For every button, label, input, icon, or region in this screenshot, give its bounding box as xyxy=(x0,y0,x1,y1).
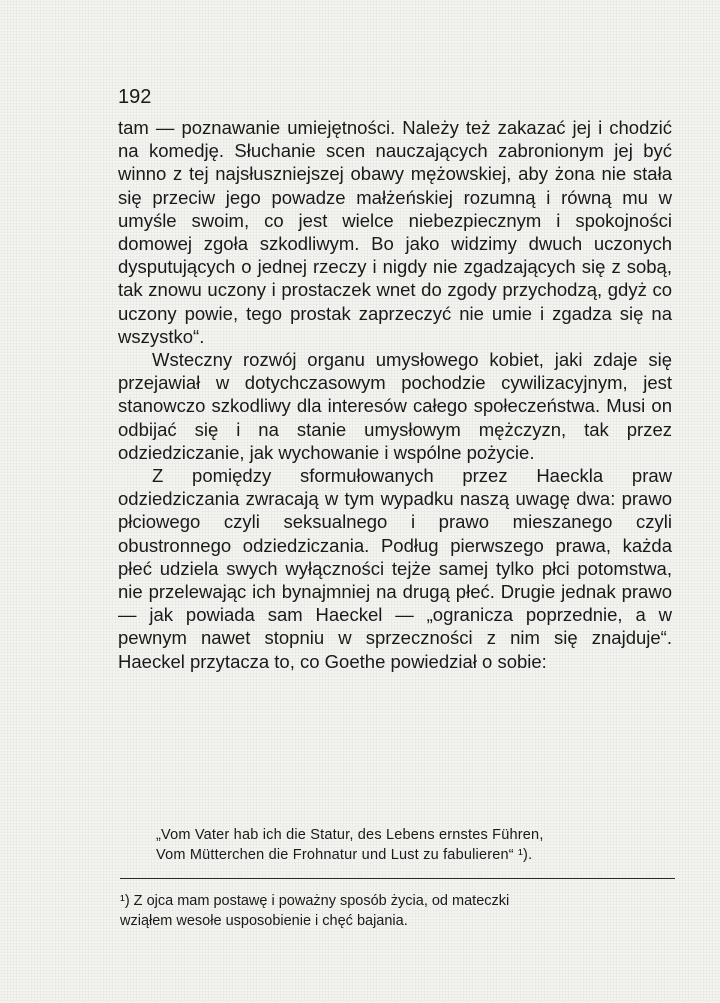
body-text xyxy=(118,116,672,673)
footnote-line-1: ¹) Z ojca mam postawę i poważny sposób życia, od mateczki xyxy=(120,893,510,909)
quote-line-2: Vom Mütterchen die Frohnatur und Lust zu fabulieren“ ¹). xyxy=(156,847,533,863)
goethe-quote xyxy=(156,825,676,865)
footnote-line-2: wziąłem wesołe usposobienie i chęć bajania. xyxy=(120,913,408,929)
footnote-divider xyxy=(120,878,675,879)
paragraph-regression: Wsteczny rozwój organu umysłowego kobiet, jaki zdaje się przejawiał w dotychczasowym pochodzie cywilizacyjnym, jest stanowczo szkodliwy dla interesów całego społeczeństwa. Musi on odbijać się i na stanie umysłowym mężczyzn, tak przez odziedziczanie, jak wychowanie i wspólne pożycie. xyxy=(118,349,672,463)
quote-line-1: „Vom Vater hab ich die Statur, des Lebens ernstes Führen, xyxy=(156,827,544,843)
footnote xyxy=(120,891,676,931)
paragraph-continued: tam — poznawanie umiejętności. Należy też zakazać jej i chodzić na komedję. Słuchanie scen nauczających zabronionym jej być winno z tej najsłuszniejszej obawy mężowskiej, aby żona nie stała się przeciw jego powadze małżeńskiej rozumną i równą mu w umyśle swoim, co jest wielce niebezpiecznym i spokojności domowej zgoła szkodliwym. Bo jako widzimy dwuch uczonych dysputujących o jednej rzeczy i nigdy nie zgadzających się z sobą, tak znowu uczony i prostaczek wnet do zgody przychodzą, gdyż co uczony powie, tego prostak zaprzeczyć nie umie i zgadza się na wszystko“. xyxy=(118,117,672,347)
paragraph-haeckel-laws: Z pomiędzy sformułowanych przez Haeckla praw odziedziczania zwracają w tym wypadku naszą uwagę dwa: prawo płciowego czyli seksualnego i prawo mieszanego czyli obustronnego odziedziczania. Podług pierwszego prawa, każda płeć udziela swych wyłączności tejże samej tylko płci potomstwa, nie przelewając ich bynajmniej na drugą płeć. Drugie jednak prawo — jak powiada sam Haeckel — „ogranicza poprzednie, a w pewnym nawet stopniu w sprzeczności z nim się znajduje“. Haeckel przytacza to, co Goethe powiedział o sobie: xyxy=(118,465,672,672)
page-number: 192 xyxy=(118,86,152,108)
